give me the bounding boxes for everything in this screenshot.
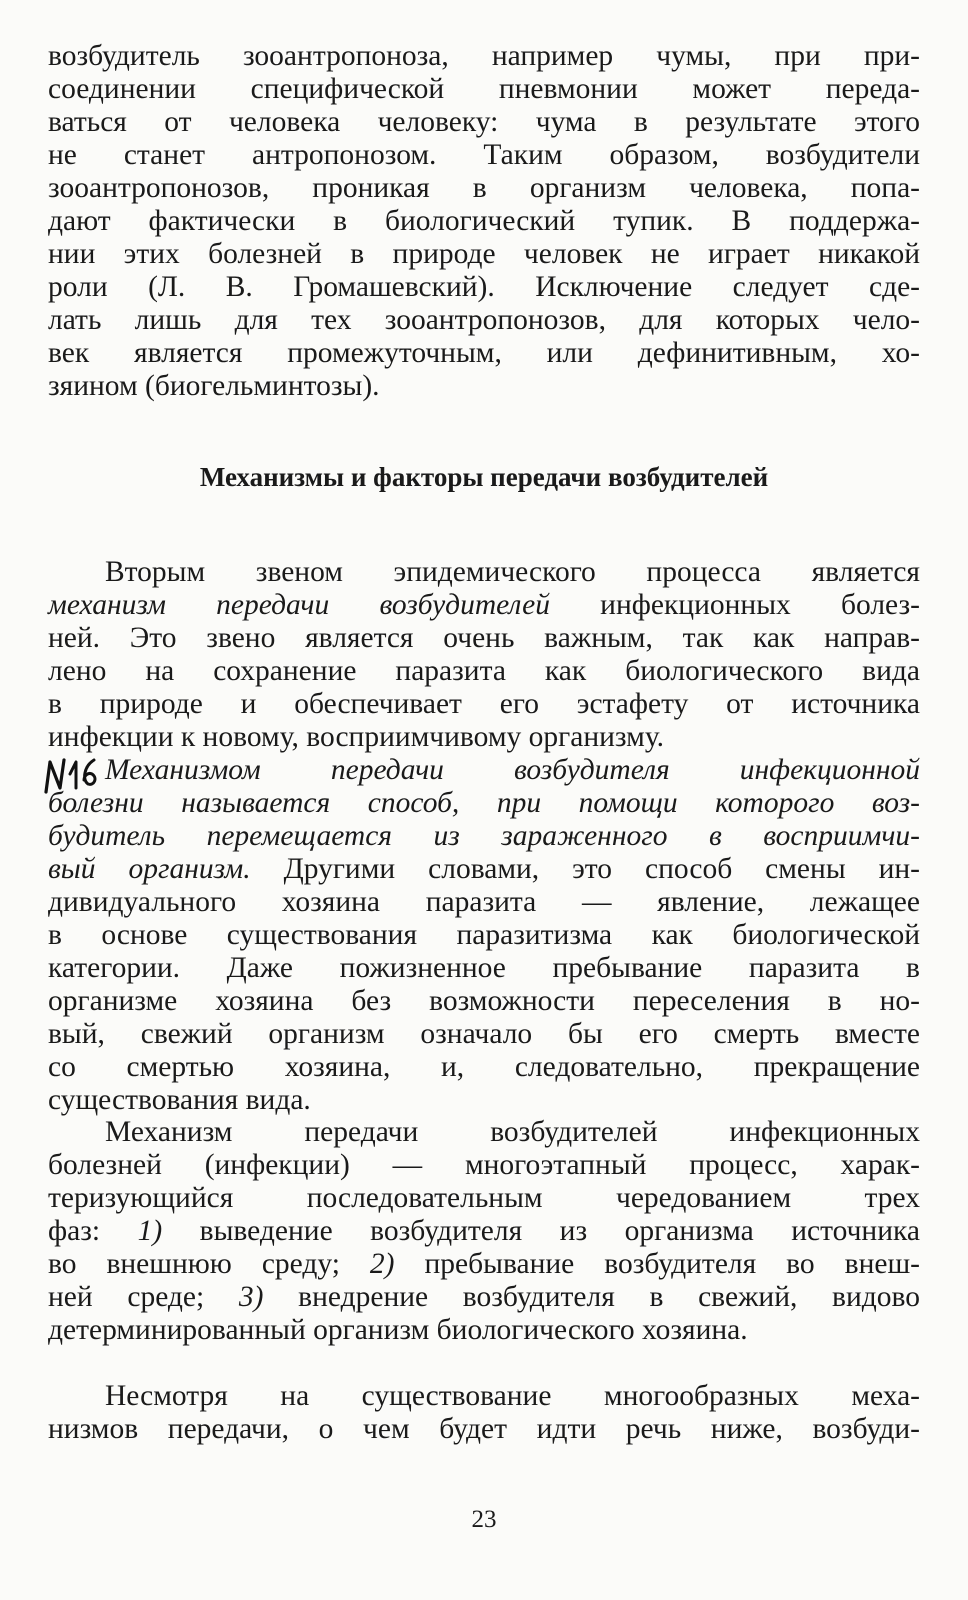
italic-definition: Механизмом передачи возбудителя инфекционной [105, 754, 920, 786]
text-line: дают фактически в биологический тупик. В поддержа- [48, 205, 920, 237]
text-line [48, 1248, 920, 1281]
text-line: возбудитель зооантропоноза, например чумы, при при- [48, 40, 920, 72]
text-line: век является промежуточным, или дефинитивным, хо- [48, 337, 920, 369]
italic-term: механизм передачи возбудителей [48, 589, 550, 621]
text-line [48, 754, 920, 787]
text-fragment: пребывание возбудителя во внеш- [394, 1248, 920, 1280]
text-line: ваться от человека человеку: чума в результате этого [48, 106, 920, 138]
italic-definition: будитель перемещается из зараженного в восприимчи- [48, 820, 920, 852]
text-line: категории. Даже пожизненное пребывание паразита в [48, 952, 920, 984]
text-line: ней. Это звено является очень важным, так как направ- [48, 622, 920, 654]
italic-definition: болезни называется способ, при помощи которого воз- [48, 787, 920, 819]
phase-number: 2) [369, 1248, 395, 1280]
paragraph-3 [48, 754, 920, 1117]
text-line: в основе существования паразитизма как биологической [48, 919, 920, 951]
paragraph-2 [48, 556, 920, 754]
text-line [48, 589, 920, 622]
text-line [48, 787, 920, 820]
text-line: зяином (биогельминтозы). [48, 370, 380, 402]
italic-definition: вый организм. [48, 853, 251, 885]
text-line: существования вида. [48, 1084, 311, 1116]
text-line: лать лишь для тех зооантропонозов, для которых чело- [48, 304, 920, 336]
paragraph-4 [48, 1116, 920, 1347]
text-line: болезней (инфекции) — многоэтапный процесс, харак- [48, 1149, 920, 1181]
text-line: инфекции к новому, восприимчивому организму. [48, 721, 664, 753]
text-fragment: во внешнюю среду; [48, 1248, 370, 1280]
text-line [48, 853, 920, 886]
text-line: соединении специфической пневмонии может переда- [48, 73, 920, 105]
text-fragment: Другими словами, это способ смены ин- [250, 853, 920, 885]
paragraph-1 [48, 40, 920, 403]
text-line [48, 820, 920, 853]
text-line: теризующийся последовательным чередованием трех [48, 1182, 920, 1214]
page-number: 23 [471, 1506, 497, 1533]
text-line: роли (Л. В. Громашевский). Исключение следует сде- [48, 271, 920, 303]
phase-number: 1) [137, 1215, 163, 1247]
text-fragment: фаз: [48, 1215, 138, 1247]
text-fragment: инфекционных болез- [549, 589, 920, 621]
text-line: Вторым звеном эпидемического процесса является [105, 556, 920, 588]
text-line: вый, свежий организм означало бы его смерть вместе [48, 1018, 920, 1050]
text-line [48, 1281, 920, 1314]
text-line: низмов передачи, о чем будет идти речь ниже, возбуди- [48, 1413, 920, 1445]
text-line: нии этих болезней в природе человек не играет никакой [48, 238, 920, 270]
paragraph-5 [48, 1380, 920, 1446]
text-line: организме хозяина без возможности переселения в но- [48, 985, 920, 1017]
text-line: зооантропонозов, проникая в организм человека, попа- [48, 172, 920, 204]
text-fragment: внедрение возбудителя в свежий, видово [263, 1281, 921, 1313]
text-fragment: выведение возбудителя из организма источника [162, 1215, 920, 1247]
text-line: Механизм передачи возбудителей инфекционных [105, 1116, 920, 1148]
text-line: со смертью хозяина, и, следовательно, прекращение [48, 1051, 920, 1083]
handwritten-mark-text: №16 [38, 752, 40, 753]
text-fragment: ней среде; [48, 1281, 239, 1313]
text-line: не станет антропонозом. Таким образом, возбудители [48, 139, 920, 171]
text-line: детерминированный организм биологического хозяина. [48, 1314, 748, 1346]
phase-number: 3) [238, 1281, 264, 1313]
text-line [48, 1215, 920, 1248]
text-line: в природе и обеспечивает его эстафету от источника [48, 688, 920, 720]
section-heading: Механизмы и факторы передачи возбудителей [199, 462, 769, 492]
text-line: Несмотря на существование многообразных меха- [105, 1380, 920, 1412]
text-line: лено на сохранение паразита как биологического вида [48, 655, 920, 687]
text-line: дивидуального хозяина паразита — явление, лежащее [48, 886, 920, 918]
